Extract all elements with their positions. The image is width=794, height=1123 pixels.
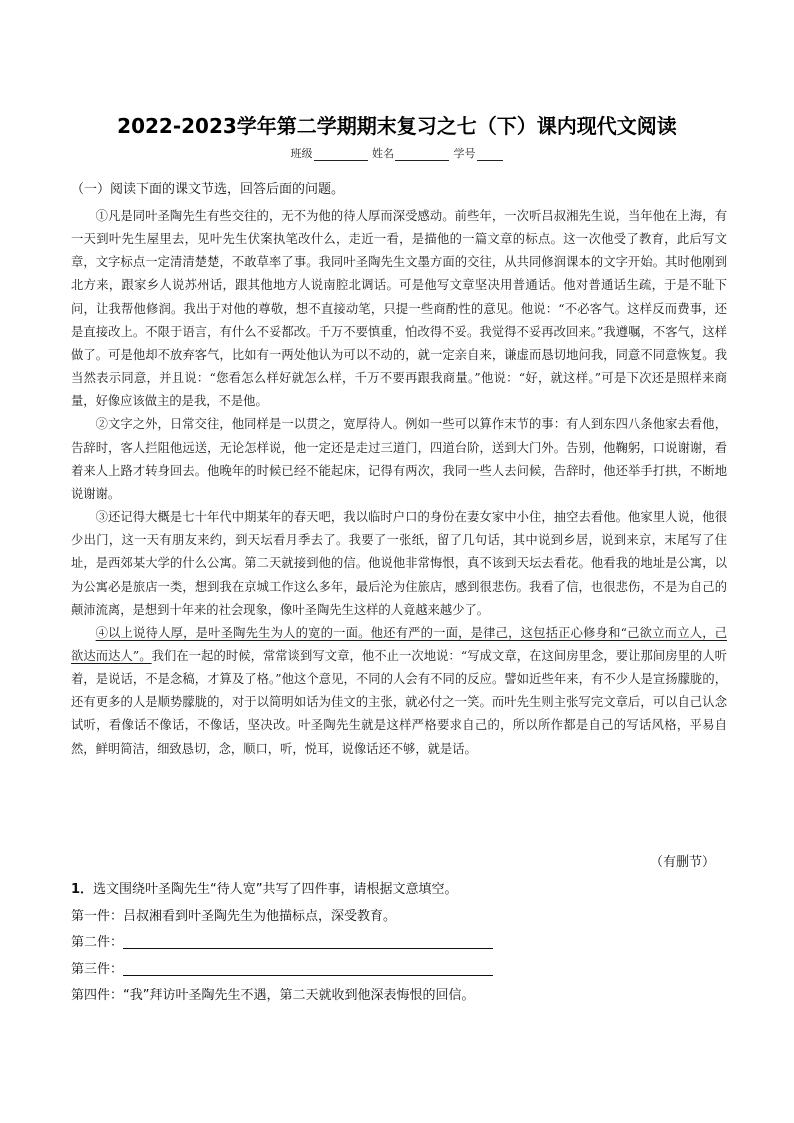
paragraph-4-rest: 我们在一起的时候，常常谈到写文章，他不止一次地说：“写成文章，在这间房里念，要让那间房里的人听着，是说话，不是念稿，才算及了格。”他这个意见，不同的人会有不同的反应。譬如近些年来，有不少人是宣扬朦胧的，还有更多的人是顺势朦胧的，对于以简明如话为佳文的主张，就必付之一笑。而叶先生则主张写完文章后，可以自己认念试听，看像话不像话，不像话，坚决改。叶圣陶先生就是这样严格要求自己的，所以所作都是自己的写话风格，平易自然，鲜明简洁，细致恳切，念，顺口，听，悦耳，说像话还不够，就是话。 xyxy=(71,648,727,756)
question-1 xyxy=(71,877,727,1010)
item-2-answer-blank[interactable] xyxy=(123,932,493,949)
item-3-row xyxy=(71,957,727,984)
item-3-answer-blank[interactable] xyxy=(123,959,493,976)
source-note: （有删节） xyxy=(649,855,715,870)
student-info-row xyxy=(0,145,794,161)
id-field[interactable] xyxy=(477,149,503,161)
item-4-label: 第四件： xyxy=(71,988,124,1003)
item-2-row xyxy=(71,930,727,957)
name-field[interactable] xyxy=(395,149,449,161)
question-number: 1． xyxy=(71,882,94,897)
passage-paragraph-2: ②文字之外，日常交往，他同样是一以贯之，宽厚待人。例如一些可以算作末节的事：有人到东四八条他家去看他，告辞时，客人拦阻他远送，无论怎样说，他一定还是走过三道门，四道台阶，送到大门外。告别，他鞠躬，口说谢谢，看着来人上路才转身回去。他晚年的时候已经不能起床，记得有两次，我同一些人去问候，告辞时，他还举手打拱，不断地说谢谢。 xyxy=(71,417,727,501)
item-4-text: “我”拜访叶圣陶先生不遇，第二天就收到他深表悔恨的回信。 xyxy=(123,988,475,1003)
page-title: 2022-2023学年第二学期期末复习之七（下）课内现代文阅读 xyxy=(117,114,677,138)
item-2-label: 第二件： xyxy=(71,935,124,950)
passage-paragraph-4 xyxy=(71,622,727,761)
item-1-label: 第一件： xyxy=(71,908,124,924)
question-prompt: 选文围绕叶圣陶先生“待人宽”共写了四件事，请根据文意填空。 xyxy=(93,882,458,897)
passage-paragraph-1: ①凡是同叶圣陶先生有些交往的，无不为他的待人厚而深受感动。前些年，一次听吕叔湘先生说，当年他在上海，有一天到叶先生屋里去，见叶先生伏案执笔改什么，走近一看，是描他的一篇文章的标点。这一次他受了教育，此后写文章，文字标点一定清清楚楚，不敢草率了事。我同叶圣陶先生文墨方面的交往，从共同修润课本的文字开始。其时他刚到北方来，跟家乡人说苏州话，跟其他地方人说南腔北调话。可是他写文章坚决用普通话。他对普通话生疏，于是不耻下问，让我帮他修润。我出于对他的尊敬，想不直接动笔，只提一些商酌性的意见。他说：“不必客气。这样反而费事，还是直接改上。不限于语言，有什么不妥都改。千万不要慎重，怕改得不妥。我觉得不妥再改回来。”我遵嘱，不客气，这样做了。可是他却不放弃客气，比如有一两处他认为可以不动的，就一定亲自来，谦虚而恳切地问我，同意不同意恢复。我当然表示同意，并且说：“您看怎么样好就怎么样，千万不要再跟我商量。”他说：“好，就这样。”可是下次还是照样来商量，好像应该做主的是我，不是他。 xyxy=(71,209,727,409)
class-label: 班级 xyxy=(290,147,313,160)
item-1-row xyxy=(71,904,727,931)
section-heading: （一）阅读下面的课文节选，回答后面的问题。 xyxy=(71,182,345,197)
question-prompt-row xyxy=(71,877,727,904)
passage-paragraph-3: ③还记得大概是七十年代中期某年的春天吧，我以临时户口的身份在妻女家中小住，抽空去看他。他家里人说，他很少出门，这一天有朋友来约，到天坛看月季去了。我要了一张纸，留了几句话，其中说到乡居，说到来京，末尾写了住址，是西郊某大学的什么公寓。第二天就接到他的信。他说他非常悔恨，真不该到天坛去看花。他看我的地址是公寓，以为公寓必是旅店一类，想到我在京城工作这么多年，最后沦为住旅店，感到很悲伤。我看了信，也很悲伤，不是为自己的颠沛流离，是想到十年来的社会现象，像叶圣陶先生这样的人竟越来越少了。 xyxy=(71,510,727,617)
class-field[interactable] xyxy=(314,149,368,161)
item-3-label: 第三件： xyxy=(71,961,124,977)
name-label: 姓名 xyxy=(372,147,394,160)
id-label: 学号 xyxy=(453,147,476,160)
item-4-row xyxy=(71,983,727,1010)
underlined-sentence: ④以上说待人厚，是叶圣陶先生为人的宽的一面。他还有严的一面，是律己，这包括正心修身和“己欲立而立人，己欲达而达人”。 xyxy=(71,625,727,663)
reading-passage xyxy=(71,205,727,761)
item-1-text: 吕叔湘看到叶圣陶先生为他描标点，深受教育。 xyxy=(123,908,397,924)
